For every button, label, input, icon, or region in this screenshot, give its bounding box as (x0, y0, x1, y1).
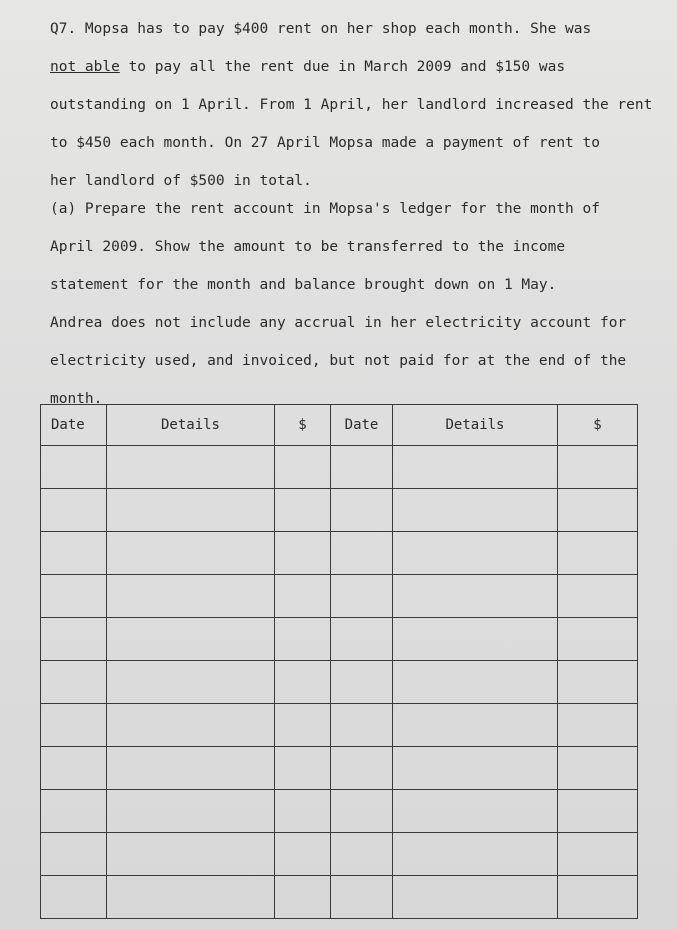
cell-amount-debit[interactable] (275, 833, 331, 876)
cell-amount-credit[interactable] (558, 661, 638, 704)
cell-date-credit[interactable] (331, 876, 393, 919)
ledger-row (41, 446, 638, 489)
cell-date-debit[interactable] (41, 575, 107, 618)
cell-details-debit[interactable] (107, 704, 275, 747)
question-line: Q7. Mopsa has to pay $400 rent on her shop each month. She was (50, 21, 592, 37)
cell-amount-debit[interactable] (275, 876, 331, 919)
part-a-line: electricity used, and invoiced, but not paid for at the end of the (50, 353, 627, 369)
header-details-credit: Details (393, 405, 558, 446)
cell-amount-debit[interactable] (275, 790, 331, 833)
cell-details-debit[interactable] (107, 489, 275, 532)
ledger-header-row (41, 405, 638, 446)
part-a-line: month. (50, 391, 103, 407)
cell-amount-debit[interactable] (275, 704, 331, 747)
cell-amount-credit[interactable] (558, 532, 638, 575)
cell-amount-debit[interactable] (275, 618, 331, 661)
cell-date-credit[interactable] (331, 833, 393, 876)
cell-amount-debit[interactable] (275, 489, 331, 532)
cell-details-credit[interactable] (393, 747, 558, 790)
underlined-text: not able (50, 59, 120, 75)
cell-details-debit[interactable] (107, 575, 275, 618)
cell-amount-debit[interactable] (275, 575, 331, 618)
cell-details-credit[interactable] (393, 618, 558, 661)
ledger-row (41, 575, 638, 618)
cell-details-credit[interactable] (393, 446, 558, 489)
cell-details-credit[interactable] (393, 661, 558, 704)
cell-details-debit[interactable] (107, 747, 275, 790)
cell-details-credit[interactable] (393, 489, 558, 532)
header-details-debit: Details (107, 405, 275, 446)
cell-amount-credit[interactable] (558, 489, 638, 532)
cell-date-credit[interactable] (331, 747, 393, 790)
cell-date-debit[interactable] (41, 876, 107, 919)
rent-ledger-table (40, 404, 638, 919)
cell-date-credit[interactable] (331, 489, 393, 532)
ledger-row (41, 833, 638, 876)
ledger-row (41, 790, 638, 833)
cell-details-credit[interactable] (393, 876, 558, 919)
cell-details-debit[interactable] (107, 446, 275, 489)
ledger-row (41, 704, 638, 747)
cell-date-debit[interactable] (41, 833, 107, 876)
cell-amount-credit[interactable] (558, 876, 638, 919)
part-a-line: (a) Prepare the rent account in Mopsa's ledger for the month of (50, 201, 600, 217)
cell-amount-debit[interactable] (275, 446, 331, 489)
cell-details-debit[interactable] (107, 790, 275, 833)
question-line: outstanding on 1 April. From 1 April, her landlord increased the rent (50, 97, 653, 113)
cell-date-debit[interactable] (41, 618, 107, 661)
cell-details-debit[interactable] (107, 532, 275, 575)
cell-amount-credit[interactable] (558, 704, 638, 747)
cell-date-credit[interactable] (331, 618, 393, 661)
cell-date-credit[interactable] (331, 446, 393, 489)
cell-date-debit[interactable] (41, 661, 107, 704)
cell-amount-credit[interactable] (558, 446, 638, 489)
cell-date-credit[interactable] (331, 575, 393, 618)
ledger-row (41, 618, 638, 661)
question-part-a (50, 190, 650, 418)
part-a-line: Andrea does not include any accrual in her electricity account for (50, 315, 627, 331)
ledger-row (41, 661, 638, 704)
header-date-credit: Date (331, 405, 393, 446)
header-amount-debit: $ (275, 405, 331, 446)
question-line: her landlord of $500 in total. (50, 173, 312, 189)
cell-amount-debit[interactable] (275, 747, 331, 790)
cell-date-debit[interactable] (41, 790, 107, 833)
cell-details-credit[interactable] (393, 575, 558, 618)
cell-details-debit[interactable] (107, 876, 275, 919)
cell-amount-credit[interactable] (558, 833, 638, 876)
cell-date-debit[interactable] (41, 489, 107, 532)
cell-date-debit[interactable] (41, 532, 107, 575)
part-a-line: April 2009. Show the amount to be transferred to the income (50, 239, 566, 255)
cell-details-credit[interactable] (393, 532, 558, 575)
cell-details-credit[interactable] (393, 833, 558, 876)
question-line: not able to pay all the rent due in March 2009 and $150 was (50, 59, 566, 75)
cell-amount-debit[interactable] (275, 661, 331, 704)
cell-details-debit[interactable] (107, 661, 275, 704)
cell-amount-credit[interactable] (558, 618, 638, 661)
header-date-debit: Date (41, 405, 107, 446)
ledger-row (41, 747, 638, 790)
cell-amount-credit[interactable] (558, 747, 638, 790)
cell-date-debit[interactable] (41, 704, 107, 747)
cell-date-credit[interactable] (331, 532, 393, 575)
cell-date-debit[interactable] (41, 446, 107, 489)
cell-details-debit[interactable] (107, 833, 275, 876)
cell-date-credit[interactable] (331, 704, 393, 747)
part-a-line: statement for the month and balance brought down on 1 May. (50, 277, 557, 293)
cell-date-credit[interactable] (331, 790, 393, 833)
question-intro (50, 10, 653, 200)
question-line: to $450 each month. On 27 April Mopsa made a payment of rent to (50, 135, 600, 151)
cell-amount-credit[interactable] (558, 575, 638, 618)
cell-date-debit[interactable] (41, 747, 107, 790)
cell-details-credit[interactable] (393, 790, 558, 833)
cell-date-credit[interactable] (331, 661, 393, 704)
cell-details-debit[interactable] (107, 618, 275, 661)
ledger-row (41, 876, 638, 919)
cell-amount-debit[interactable] (275, 532, 331, 575)
ledger-row (41, 532, 638, 575)
ledger-row (41, 489, 638, 532)
cell-amount-credit[interactable] (558, 790, 638, 833)
header-amount-credit: $ (558, 405, 638, 446)
cell-details-credit[interactable] (393, 704, 558, 747)
